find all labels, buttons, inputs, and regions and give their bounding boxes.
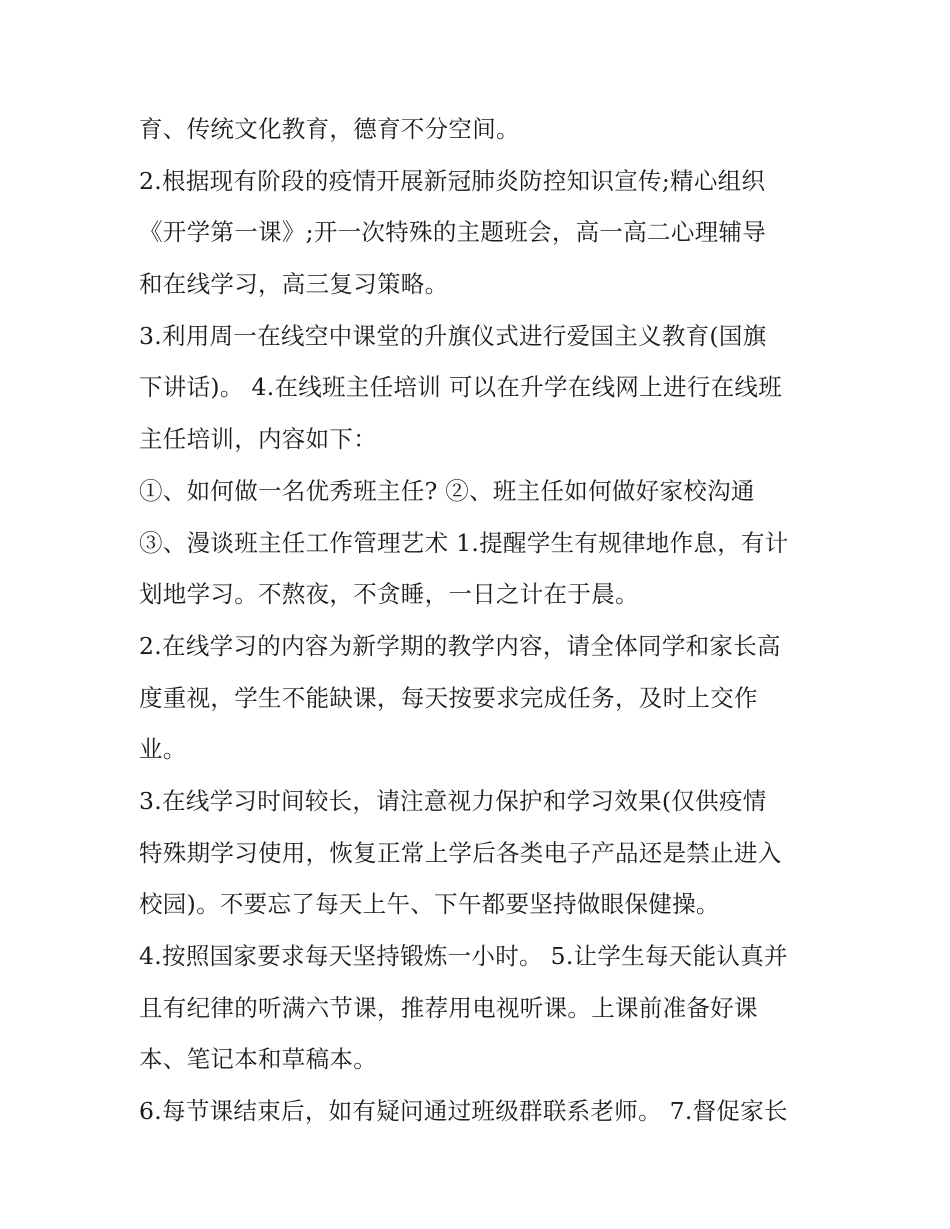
text-line: 主任培训，内容如下： (139, 425, 377, 454)
document-body (139, 104, 829, 1138)
text-line: 育、传统文化教育，德育不分空间。 (139, 115, 520, 143)
text-line: 度重视，学生不能缺课，每天按要求完成任务，及时上交作 (139, 683, 758, 712)
text-line: 和在线学习，高三复习策略。 (139, 270, 449, 299)
text-line: ①、如何做一名优秀班主任? ②、班主任如何做好家校沟通 (139, 476, 755, 505)
text-line: 且有纪律的听满六节课，推荐用电视听课。上课前准备好课 (139, 993, 758, 1022)
text-line: 6.每节课结束后，如有疑问通过班级群联系老师。 7.督促家长 (139, 1097, 788, 1126)
text-line: 本、笔记本和草稿本。 (139, 1045, 377, 1074)
text-line: 校园)。不要忘了每天上午、下午都要坚持做眼保健操。 (139, 890, 720, 919)
text-line: 3.在线学习时间较长，请注意视力保护和学习效果(仅供疫情 (139, 786, 767, 815)
text-line: 《开学第一课》;开一次特殊的主题班会，高一高二心理辅导 (139, 218, 767, 247)
text-line: ③、漫谈班主任工作管理艺术 1.提醒学生有规律地作息，有计 (139, 528, 789, 557)
text-line: 2.在线学习的内容为新学期的教学内容，请全体同学和家长高 (139, 631, 781, 660)
text-line: 下讲话)。 4.在线班主任培训 可以在升学在线网上进行在线班 (139, 373, 783, 402)
text-line: 2.根据现有阶段的疫情开展新冠肺炎防控知识宣传;精心组织 (139, 166, 766, 195)
text-line: 3.利用周一在线空中课堂的升旗仪式进行爱国主义教育(国旗 (139, 321, 767, 350)
text-line: 业。 (139, 735, 187, 764)
text-line: 4.按照国家要求每天坚持锻炼一小时。 5.让学生每天能认真并 (139, 942, 788, 970)
text-line: 特殊期学习使用，恢复正常上学后各类电子产品还是禁止进入 (139, 838, 782, 867)
text-line: 划地学习。不熬夜，不贪睡，一日之计在于晨。 (139, 580, 639, 609)
